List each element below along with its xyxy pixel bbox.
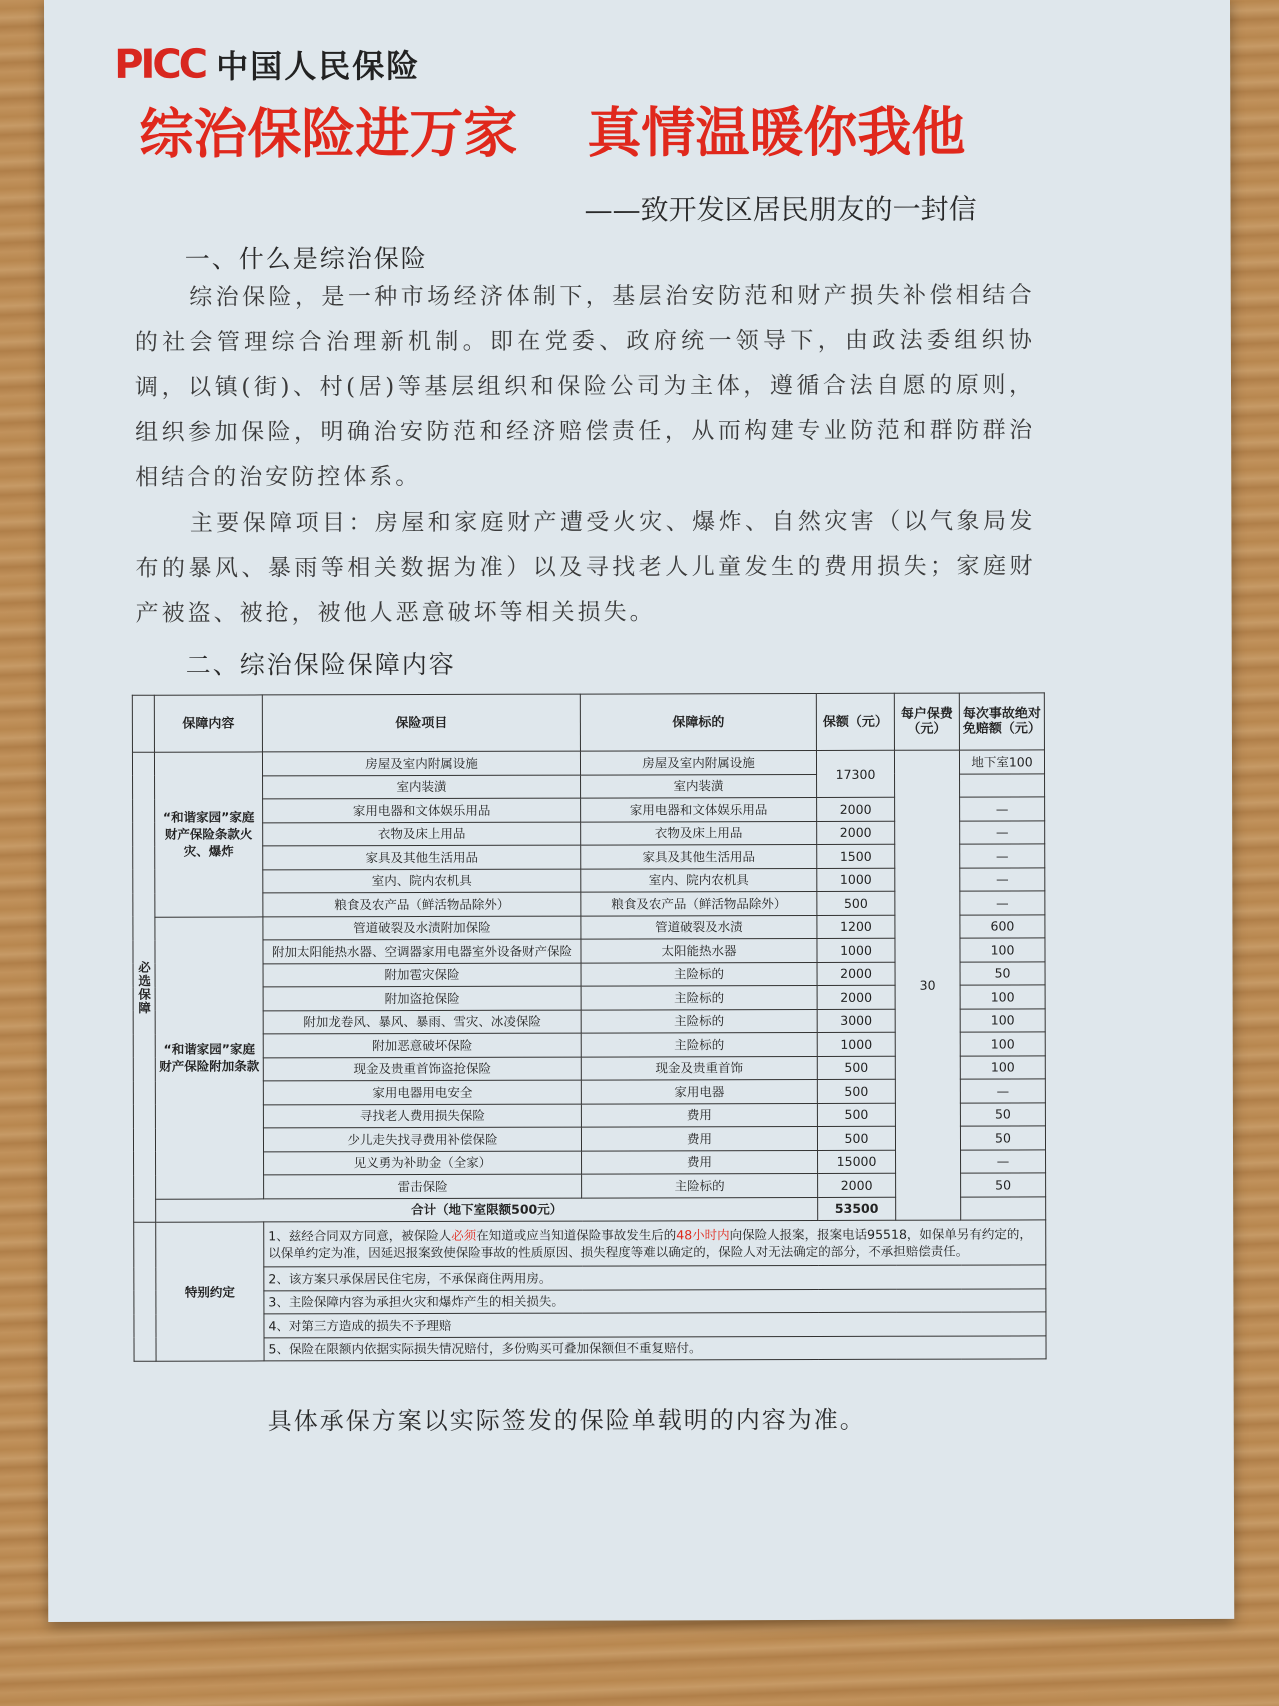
subject-cell: 主险标的	[581, 1009, 817, 1033]
group1-label: “和谐家园”家庭财产保险条款火灾、爆炸	[154, 752, 262, 917]
subject-cell: 家用电器	[581, 1079, 817, 1103]
subject-cell: 主险标的	[581, 985, 817, 1009]
subject-cell: 室内装潢	[581, 774, 817, 798]
note-emphasis: 48小时内	[676, 1227, 730, 1243]
headline-left: 综治保险进万家	[139, 100, 518, 166]
amount-cell: 1000	[817, 1032, 895, 1056]
amount-cell: 15000	[818, 1150, 896, 1174]
note-emphasis: 必须	[451, 1227, 477, 1243]
subject-cell: 现金及贵重首饰	[581, 1056, 817, 1080]
group2-label: “和谐家园”家庭财产保险附加条款	[155, 916, 264, 1198]
amount-cell: 1200	[817, 915, 895, 939]
item-cell: 雷击保险	[264, 1174, 582, 1198]
subject-cell: 房屋及室内附属设施	[580, 750, 816, 774]
total-amount: 53500	[818, 1197, 896, 1221]
item-cell: 少儿走失找寻费用补偿保险	[263, 1127, 581, 1151]
deductible-cell: 50	[960, 1126, 1045, 1150]
deductible-cell: 50	[960, 1102, 1045, 1126]
deductible-cell: 100	[960, 1008, 1045, 1032]
amount-cell: 2000	[817, 985, 895, 1009]
required-coverage-label: 必选保障	[132, 752, 155, 1222]
subject-cell: 管道破裂及水渍	[581, 915, 817, 939]
amount-cell: 500	[817, 1103, 895, 1127]
header-amount: 保额（元）	[816, 693, 894, 750]
subject-cell: 太阳能热水器	[581, 938, 817, 962]
note-text: 向保险人报案，报案电话95518，如保单另有约定的，以保单约定为准，因延迟报案致使保险事故的性质原因、损失程度等难以确定的，保险人对无法确定的部分，不承担赔偿责任。	[268, 1226, 1032, 1261]
deductible-cell	[960, 773, 1045, 797]
deductible-cell: 100	[960, 1032, 1045, 1056]
amount-cell: 3000	[817, 1009, 895, 1033]
amount-cell: 2000	[817, 821, 895, 845]
footer-note: 具体承保方案以实际签发的保险单载明的内容为准。	[267, 1405, 866, 1436]
item-cell: 附加恶意破坏保险	[263, 1033, 581, 1057]
special-note-row	[134, 1335, 1046, 1361]
header-deductible: 每次事故绝对免赔额（元）	[959, 693, 1044, 750]
subject-cell: 粮食及农产品（鲜活物品除外）	[581, 891, 817, 915]
item-cell: 管道破裂及水渍附加保险	[263, 916, 581, 940]
deductible-cell: 100	[960, 1055, 1045, 1079]
amount-cell: 500	[817, 1079, 895, 1103]
amount-cell: 2000	[817, 962, 895, 986]
special-note-4: 4、对第三方造成的损失不予理赔	[264, 1312, 1046, 1338]
special-note-row	[134, 1265, 1046, 1291]
deductible-cell: 600	[960, 914, 1045, 938]
total-label: 合计（地下室限额500元）	[156, 1197, 818, 1222]
deductible-cell: —	[960, 891, 1045, 915]
amount-cell: 500	[817, 891, 895, 915]
headline	[139, 89, 1139, 169]
amount-cell: 1000	[817, 868, 895, 892]
item-cell: 附加雹灾保险	[263, 963, 581, 987]
section1-heading: 一、什么是综治保险	[184, 243, 428, 274]
total-deductible-blank	[961, 1196, 1046, 1220]
subject-cell: 费用	[581, 1126, 817, 1150]
item-cell: 附加盗抢保险	[263, 986, 581, 1010]
company-name: 中国人民保险	[216, 47, 421, 86]
item-cell: 衣物及床上用品	[263, 822, 581, 846]
item-cell: 房屋及室内附属设施	[262, 751, 580, 775]
deductible-cell: 100	[960, 938, 1045, 962]
item-cell: 现金及贵重首饰盗抢保险	[263, 1057, 581, 1081]
subject-cell: 主险标的	[581, 1032, 817, 1056]
headline-right: 真情温暖你我他	[587, 99, 966, 165]
paragraph1-text: 综治保险，是一种市场经济体制下，基层治安防范和财产损失补偿相结合的社会管理综合治理新机制。即在党委、政府统一领导下，由政法委组织协调，以镇(街)、村(居)等基层组织和保险公司为主体，遵循合法自愿的原则，组织参加保险，明确治安防范和经济赔偿责任，从而构建专业防范和群防群治相结合的治安防控体系。	[134, 282, 1036, 491]
item-cell: 室内装潢	[263, 775, 581, 799]
special-note-3: 3、主险保障内容为承担火灾和爆炸产生的相关损失。	[264, 1288, 1046, 1314]
item-cell: 家具及其他生活用品	[263, 845, 581, 869]
header-blank-cell	[132, 695, 154, 752]
special-left-blank	[134, 1222, 156, 1361]
amount-cell: 500	[817, 1056, 895, 1080]
subject-cell: 家具及其他生活用品	[581, 844, 817, 868]
amount-cell: 1000	[817, 938, 895, 962]
subject-cell: 主险标的	[582, 1173, 818, 1197]
deductible-cell: —	[960, 797, 1045, 821]
deductible-cell: —	[960, 820, 1045, 844]
table-header-row	[132, 693, 1044, 752]
section1-paragraph2	[135, 499, 1035, 636]
subject-cell: 家用电器和文体娱乐用品	[581, 797, 817, 821]
item-cell: 室内、院内农机具	[263, 869, 581, 893]
table-row	[132, 750, 1044, 776]
header-item: 保险项目	[262, 694, 580, 752]
special-note-2: 2、该方案只承保居民住宅房，不承保商住两用房。	[264, 1265, 1046, 1291]
subject-cell: 室内、院内农机具	[581, 868, 817, 892]
section1-paragraph1	[135, 273, 1036, 500]
item-cell: 粮食及农产品（鲜活物品除外）	[263, 892, 581, 916]
premium-cell: 30	[894, 750, 960, 1220]
amount-cell: 1500	[817, 844, 895, 868]
letter-sheet	[44, 0, 1234, 1622]
item-cell: 家用电器和文体娱乐用品	[263, 798, 581, 822]
special-note-1	[264, 1220, 1046, 1267]
item-cell: 附加太阳能热水器、空调器家用电器室外设备财产保险	[263, 939, 581, 963]
amount-cell: 2000	[817, 797, 895, 821]
special-note-row	[134, 1288, 1046, 1314]
header-premium: 每户保费（元）	[894, 693, 959, 750]
special-label: 特别约定	[156, 1222, 264, 1361]
deductible-cell: 50	[960, 961, 1045, 985]
item-cell: 附加龙卷风、暴风、暴雨、雪灾、冰凌保险	[263, 1010, 581, 1034]
amount-cell: 2000	[818, 1173, 896, 1197]
deductible-cell: —	[960, 844, 1045, 868]
item-cell: 家用电器用电安全	[263, 1080, 581, 1104]
deductible-cell: 地下室100	[959, 750, 1044, 774]
header-subject: 保障标的	[580, 693, 816, 751]
special-note-row	[134, 1312, 1046, 1338]
subtitle: ——致开发区居民朋友的一封信	[584, 192, 977, 227]
special-note-5: 5、保险在限额内依据实际损失情况赔付，多份购买可叠加保额但不重复赔付。	[264, 1335, 1046, 1361]
special-note-row	[134, 1220, 1046, 1267]
paragraph2-text: 主要保障项目：房屋和家庭财产遭受火灾、爆炸、自然灾害（以气象局发布的暴风、暴雨等相关数据为准）以及寻找老人儿童发生的费用损失；家庭财产被盗、被抢，被他人恶意破坏等相关损失。	[135, 508, 1036, 627]
item-cell: 见义勇为补助金（全家）	[264, 1151, 582, 1175]
item-cell: 寻找老人费用损失保险	[263, 1104, 581, 1128]
note-text: 在知道或应当知道保险事故发生后的	[476, 1227, 677, 1243]
deductible-cell: 100	[960, 985, 1045, 1009]
subject-cell: 费用	[581, 1103, 817, 1127]
header-coverage: 保障内容	[154, 695, 262, 752]
deductible-cell: —	[960, 1079, 1045, 1103]
subject-cell: 衣物及床上用品	[581, 821, 817, 845]
note-text: 1、兹经合同双方同意，被保险人	[268, 1227, 452, 1244]
deductible-cell: 50	[961, 1173, 1046, 1197]
subject-cell: 主险标的	[581, 962, 817, 986]
shared-amount-cell: 17300	[816, 750, 894, 797]
deductible-cell: —	[960, 867, 1045, 891]
deductible-cell: —	[961, 1149, 1046, 1173]
picc-logo: PICC	[114, 41, 206, 88]
subject-cell: 费用	[582, 1150, 818, 1174]
amount-cell: 500	[817, 1126, 895, 1150]
coverage-table	[132, 692, 1047, 1361]
section2-heading: 二、综治保险保障内容	[185, 649, 456, 680]
